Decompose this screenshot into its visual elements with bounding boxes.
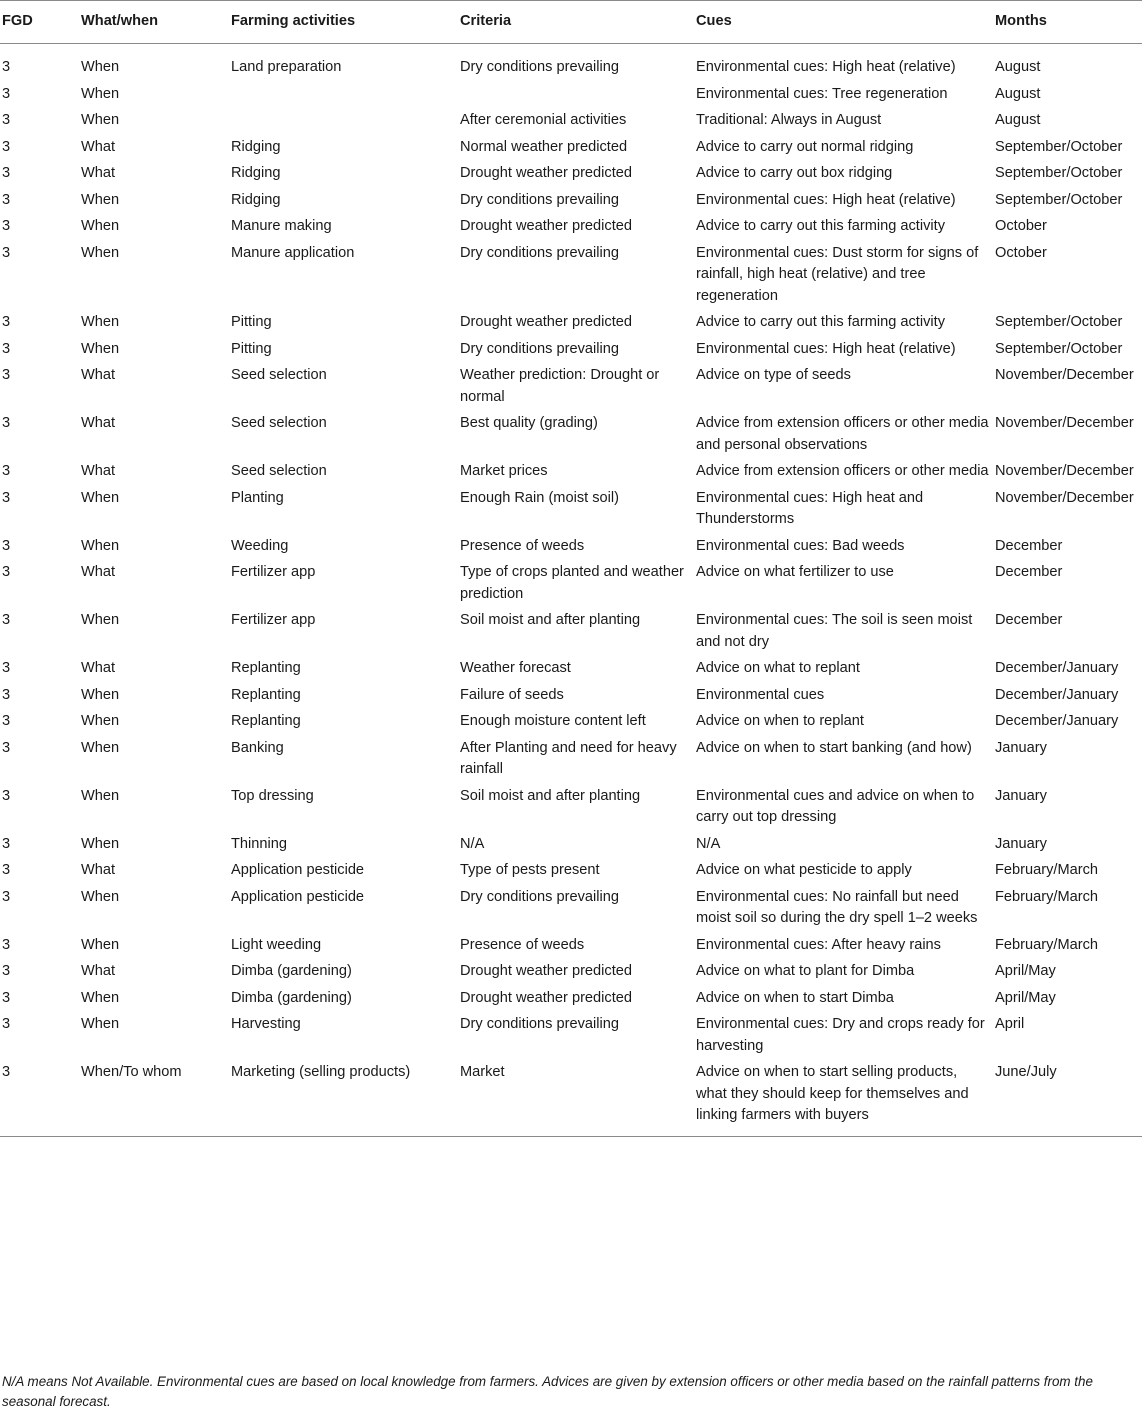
table-row [0, 683, 1142, 710]
cell-fgd: 3 [2, 1016, 11, 1032]
cell-farming-activity: Replanting [231, 713, 301, 729]
cell-what-when: What [81, 862, 116, 878]
cell-farming-activity: Fertilizer app [231, 612, 316, 628]
cell-cues: Environmental cues: The soil is seen moist and not dry [696, 612, 973, 650]
cell-farming-activity: Ridging [231, 165, 281, 181]
cell-what-when: What [81, 963, 116, 979]
cell-fgd: 3 [2, 85, 11, 102]
cell-farming-activity: Top dressing [231, 787, 314, 804]
cell-criteria: Drought weather predicted [460, 218, 632, 234]
cell-fgd: 3 [0, 1060, 79, 1136]
cell-months: April/May [995, 963, 1056, 979]
cell-criteria: Best quality (grading) [460, 415, 598, 431]
table-row [0, 411, 1142, 459]
cell-cues: Advice on what to replant [696, 660, 860, 676]
cell-what-when: When [81, 936, 120, 953]
cell-cues: Environmental cues and advice on when to carry out top dressing [696, 787, 975, 825]
cell-what-when: When [81, 1016, 120, 1032]
cell-months: April/May [995, 989, 1056, 1006]
table-row [0, 959, 1142, 986]
cell-months: January [995, 787, 1047, 804]
cell-cues: Environmental cues: Tree regeneration [696, 85, 948, 102]
cell-fgd: 3 [2, 989, 11, 1006]
cell-cues: Advice to carry out box ridging [696, 165, 893, 181]
cell-fgd: 3 [2, 888, 11, 905]
cell-cues: Advice on when to start selling products, what they should keep for themselves and linking farmers with buyers [694, 1060, 993, 1136]
cell-farming-activity: Marketing (selling products) [229, 1060, 458, 1136]
cell-criteria: Dry conditions prevailing [460, 888, 619, 905]
cell-months: September/October [995, 138, 1123, 155]
header-months: Months [993, 1, 1142, 44]
table-row [0, 656, 1142, 683]
cell-what-when: When [81, 612, 120, 628]
cell-cues: Environmental cues: High heat (relative) [696, 191, 956, 208]
cell-months: January [995, 835, 1047, 852]
cell-cues: N/A [696, 835, 721, 852]
table-row [0, 885, 1142, 933]
cell-fgd: 3 [2, 835, 11, 852]
cell-farming-activity: Replanting [231, 686, 301, 703]
cell-months: November/December [995, 415, 1134, 431]
table-row [0, 736, 1142, 784]
cell-what-when: What [81, 660, 116, 676]
table-row [0, 337, 1142, 364]
cell-what-when: When [81, 59, 120, 75]
cell-fgd: 3 [2, 963, 11, 979]
cell-months: September/October [995, 191, 1123, 208]
cell-criteria: Drought weather predicted [460, 314, 632, 330]
cell-cues: Advice on type of seeds [696, 367, 851, 383]
cell-cues: Advice on when to start banking (and how) [696, 739, 972, 756]
cell-criteria: Weather forecast [460, 660, 571, 676]
cell-fgd: 3 [2, 713, 11, 729]
cell-farming-activity: Ridging [231, 138, 281, 155]
cell-farming-activity: Thinning [231, 835, 287, 852]
cell-fgd: 3 [2, 660, 11, 676]
cell-cues: Traditional: Always in August [696, 112, 882, 128]
cell-months: November/December [995, 367, 1134, 383]
cell-what-when: When [81, 989, 120, 1006]
table-row [0, 560, 1142, 608]
cell-months: June/July [993, 1060, 1142, 1136]
cell-farming-activity: Planting [231, 489, 284, 506]
cell-criteria: Failure of seeds [460, 686, 564, 703]
cell-months: August [995, 112, 1041, 128]
cell-criteria: Dry conditions prevailing [460, 1016, 619, 1032]
table-row [0, 986, 1142, 1013]
cell-fgd: 3 [2, 59, 11, 75]
cell-criteria: Dry conditions prevailing [460, 340, 619, 357]
cell-months: August [995, 85, 1041, 102]
cell-what-when: When [81, 340, 120, 357]
table-row [0, 108, 1142, 135]
cell-fgd: 3 [2, 218, 11, 234]
cell-farming-activity [229, 108, 458, 135]
cell-months: January [995, 739, 1047, 756]
cell-criteria: Soil moist and after planting [460, 612, 641, 628]
table-row [0, 363, 1142, 411]
cell-farming-activity: Seed selection [231, 415, 327, 431]
cell-months: February/March [995, 888, 1098, 905]
cell-cues: Advice from extension officers or other media and personal observations [696, 415, 989, 453]
cell-what-when: When/To whom [79, 1060, 229, 1136]
header-farming-activities: Farming activities [229, 1, 458, 44]
table-row [0, 241, 1142, 311]
header-row [0, 1, 1142, 44]
cell-farming-activity: Weeding [231, 537, 289, 554]
cell-cues: Environmental cues: No rainfall but need moist soil so during the dry spell 1–2 weeks [696, 888, 978, 926]
cell-months: December/January [995, 660, 1119, 676]
cell-what-when: When [81, 888, 120, 905]
cell-what-when: When [81, 112, 120, 128]
table-row [0, 486, 1142, 534]
cell-what-when: What [81, 165, 116, 181]
cell-what-when: What [81, 415, 116, 431]
cell-farming-activity [229, 82, 458, 109]
cell-what-when: When [81, 787, 120, 804]
cell-what-when: When [81, 191, 120, 208]
cell-months: October [995, 218, 1047, 234]
cell-cues: Environmental cues: Dust storm for signs of rainfall, high heat (relative) and tree regeneration [696, 244, 979, 304]
cell-what-when: What [81, 367, 116, 383]
cell-criteria: Drought weather predicted [460, 989, 632, 1006]
cell-months: December/January [995, 686, 1119, 703]
cell-farming-activity: Dimba (gardening) [231, 989, 352, 1006]
cell-criteria: Presence of weeds [460, 936, 585, 953]
cell-what-when: When [81, 218, 120, 234]
cell-what-when: When [81, 244, 120, 261]
table-row [0, 608, 1142, 656]
table-row [0, 933, 1142, 960]
cell-what-when: When [81, 835, 120, 852]
cell-months: November/December [995, 489, 1134, 506]
cell-cues: Advice from extension officers or other media [696, 463, 989, 479]
cell-farming-activity: Manure making [231, 218, 332, 234]
cell-farming-activity: Seed selection [231, 463, 327, 479]
cell-months: December [995, 612, 1063, 628]
cell-what-when: When [81, 489, 120, 506]
cell-criteria: Enough Rain (moist soil) [460, 489, 619, 506]
cell-cues: Environmental cues: High heat (relative) [696, 340, 956, 357]
table-row [0, 784, 1142, 832]
cell-criteria: N/A [460, 835, 485, 852]
cell-farming-activity: Pitting [231, 340, 272, 357]
cell-months: April [995, 1016, 1025, 1032]
cell-fgd: 3 [2, 862, 11, 878]
cell-criteria: Type of crops planted and weather prediction [460, 564, 684, 602]
cell-months: February/March [995, 936, 1098, 953]
cell-criteria: Normal weather predicted [460, 138, 628, 155]
cell-farming-activity: Pitting [231, 314, 272, 330]
header-fgd: FGD [0, 1, 79, 44]
table-row [0, 310, 1142, 337]
cell-criteria: Drought weather predicted [460, 165, 632, 181]
cell-cues: Advice on what to plant for Dimba [696, 963, 915, 979]
cell-what-when: When [81, 686, 120, 703]
table-row [0, 858, 1142, 885]
cell-fgd: 3 [2, 191, 11, 208]
cell-cues: Environmental cues: After heavy rains [696, 936, 941, 953]
cell-cues: Environmental cues: High heat (relative) [696, 59, 956, 75]
cell-cues: Advice on when to replant [696, 713, 864, 729]
cell-months: December/January [995, 713, 1119, 729]
table-row [0, 161, 1142, 188]
cell-fgd: 3 [2, 112, 11, 128]
cell-farming-activity: Ridging [231, 191, 281, 208]
cell-months: October [995, 244, 1047, 261]
cell-cues: Environmental cues: High heat and Thunderstorms [696, 489, 924, 527]
cell-what-when: What [81, 564, 116, 580]
cell-cues: Advice on what pesticide to apply [696, 862, 912, 878]
cell-farming-activity: Fertilizer app [231, 564, 316, 580]
table-row [0, 534, 1142, 561]
cell-criteria: Drought weather predicted [460, 963, 632, 979]
cell-months: August [995, 59, 1041, 75]
cell-what-when: When [81, 739, 120, 756]
cell-criteria: Type of pests present [460, 862, 600, 878]
table-row [0, 1060, 1142, 1136]
cell-what-when: When [81, 85, 120, 102]
cell-cues: Advice to carry out this farming activity [696, 218, 945, 234]
cell-fgd: 3 [2, 138, 11, 155]
cell-months: September/October [995, 165, 1123, 181]
cell-criteria: Presence of weeds [460, 537, 585, 554]
cell-fgd: 3 [2, 367, 11, 383]
cell-cues: Advice to carry out normal ridging [696, 138, 914, 155]
cell-farming-activity: Replanting [231, 660, 301, 676]
table-row [0, 1012, 1142, 1060]
cell-what-when: What [81, 138, 116, 155]
cell-criteria: Dry conditions prevailing [460, 191, 619, 208]
table-row [0, 459, 1142, 486]
cell-farming-activity: Light weeding [231, 936, 322, 953]
table-row [0, 188, 1142, 215]
cell-what-when: When [81, 314, 120, 330]
cell-months: November/December [995, 463, 1134, 479]
cell-fgd: 3 [2, 244, 11, 261]
cell-fgd: 3 [2, 787, 11, 804]
header-what-when: What/when [79, 1, 229, 44]
cell-cues: Environmental cues: Bad weeds [696, 537, 905, 554]
cell-fgd: 3 [2, 564, 11, 580]
cell-criteria: Weather prediction: Drought or normal [460, 367, 660, 405]
cell-months: September/October [995, 314, 1123, 330]
table-body [0, 44, 1142, 1137]
cell-farming-activity: Application pesticide [231, 888, 365, 905]
cell-fgd: 3 [2, 936, 11, 953]
cell-criteria: Enough moisture content left [460, 713, 646, 729]
cell-what-when: What [81, 463, 116, 479]
cell-criteria: Market [458, 1060, 694, 1136]
cell-criteria: After ceremonial activities [460, 112, 627, 128]
cell-months: December [995, 537, 1063, 554]
cell-fgd: 3 [2, 165, 11, 181]
cell-months: February/March [995, 862, 1098, 878]
cell-fgd: 3 [2, 686, 11, 703]
cell-cues: Environmental cues: Dry and crops ready for harvesting [696, 1016, 985, 1054]
cell-months: December [995, 564, 1063, 580]
cell-fgd: 3 [2, 489, 11, 506]
cell-cues: Advice on what fertilizer to use [696, 564, 894, 580]
cell-farming-activity: Application pesticide [231, 862, 365, 878]
cell-farming-activity: Land preparation [231, 59, 342, 75]
cell-farming-activity: Banking [231, 739, 284, 756]
table-row [0, 832, 1142, 859]
cell-fgd: 3 [2, 415, 11, 431]
table-row [0, 82, 1142, 109]
cell-fgd: 3 [2, 612, 11, 628]
cell-what-when: When [81, 537, 120, 554]
cell-fgd: 3 [2, 739, 11, 756]
cell-months: September/October [995, 340, 1123, 357]
cell-fgd: 3 [2, 314, 11, 330]
cell-criteria [458, 82, 694, 109]
cell-fgd: 3 [2, 537, 11, 554]
cell-criteria: Dry conditions prevailing [460, 59, 619, 75]
header-criteria: Criteria [458, 1, 694, 44]
table-row [0, 214, 1142, 241]
cell-criteria: Dry conditions prevailing [460, 244, 619, 261]
cell-farming-activity: Dimba (gardening) [231, 963, 352, 979]
cell-farming-activity: Harvesting [231, 1016, 301, 1032]
cell-criteria: After Planting and need for heavy rainfall [460, 739, 677, 777]
table-row [0, 135, 1142, 162]
cell-farming-activity: Seed selection [231, 367, 327, 383]
cell-fgd: 3 [2, 340, 11, 357]
table-footnote: N/A means Not Available. Environmental cues are based on local knowledge from farmers. Advices are given by extension officers or other media based on the rainfall patterns from the seasonal forecast. [2, 1374, 1093, 1409]
cell-cues: Advice on when to start Dimba [696, 989, 894, 1006]
table-row [0, 709, 1142, 736]
cell-fgd: 3 [2, 463, 11, 479]
cell-cues: Advice to carry out this farming activity [696, 314, 945, 330]
cell-cues: Environmental cues [696, 686, 825, 703]
header-cues: Cues [694, 1, 993, 44]
cell-criteria: Soil moist and after planting [460, 787, 641, 804]
table-header [0, 1, 1142, 44]
cell-what-when: When [81, 713, 120, 729]
cell-farming-activity: Manure application [231, 244, 355, 261]
table-row [0, 44, 1142, 82]
cell-criteria: Market prices [460, 463, 548, 479]
